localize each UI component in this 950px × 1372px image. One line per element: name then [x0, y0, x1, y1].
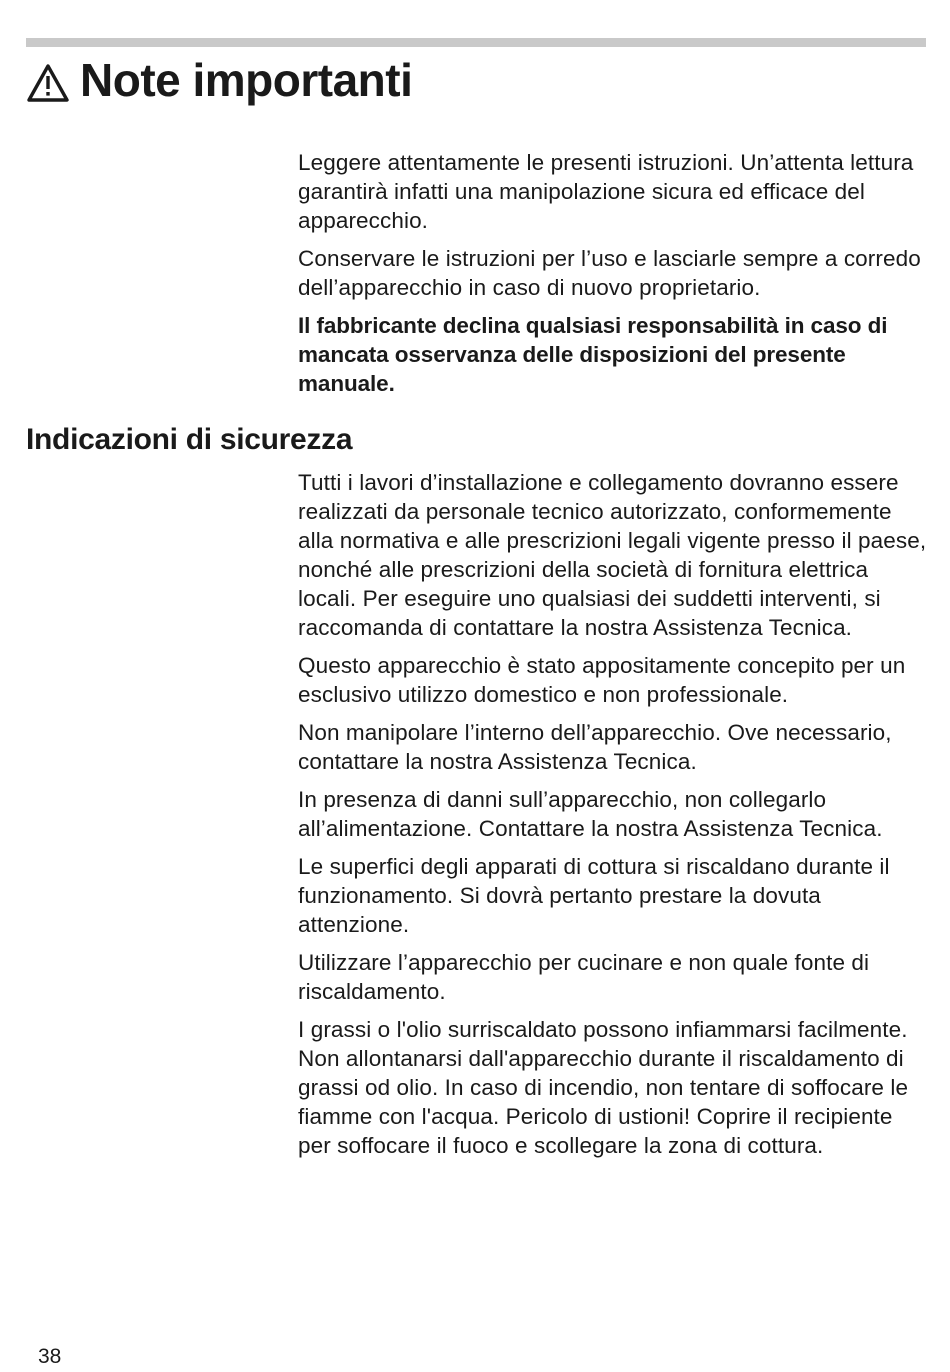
safety-paragraph: I grassi o l'olio surriscaldato possono infiammarsi facilmente. Non allontanarsi dall'apparecchio durante il riscaldamento di grassi od olio. In caso di incendio, non tentare di soffocare le fiamme con l'acqua. Pericolo di ustioni! Coprire il recipiente per soffocare il fuoco e scollegare la zona di cottura.	[298, 1017, 909, 1158]
page-header	[26, 50, 412, 110]
page-number: 38	[38, 1345, 62, 1368]
safety-paragraph: Tutti i lavori d’installazione e collegamento dovranno essere realizzati da personale tecnico autorizzato, conformemente alla normativa e alle prescrizioni legali vigente presso il paese, nonché alle prescrizioni della società di fornitura elettrica locali. Per eseguire uno qualsiasi dei suddetti interventi, si raccomanda di contattare la nostra Assistenza Tecnica.	[298, 470, 927, 640]
page-title: Note importanti	[80, 54, 413, 106]
safety-paragraph: Utilizzare l’apparecchio per cucinare e non quale fonte di riscaldamento.	[298, 950, 870, 1004]
safety-paragraph: Non manipolare l’interno dell’apparecchio. Ove necessario, contattare la nostra Assistenza Tecnica.	[298, 720, 892, 774]
safety-section	[298, 468, 928, 1169]
disclaimer-paragraph: Il fabbricante declina qualsiasi responsabilità in caso di mancata osservanza delle disposizioni del presente manuale.	[298, 313, 888, 396]
safety-paragraph: In presenza di danni sull’apparecchio, non collegarlo all’alimentazione. Contattare la nostra Assistenza Tecnica.	[298, 787, 883, 841]
intro-paragraph: Conservare le istruzioni per l’uso e lasciarle sempre a corredo dell’apparecchio in caso di nuovo proprietario.	[298, 246, 921, 300]
intro-section	[298, 148, 928, 407]
section-heading-safety: Indicazioni di sicurezza	[26, 423, 353, 456]
intro-paragraph: Leggere attentamente le presenti istruzioni. Un’attenta lettura garantirà infatti una manipolazione sicura ed efficace del apparecchio.	[298, 150, 914, 233]
safety-paragraph: Questo apparecchio è stato appositamente concepito per un esclusivo utilizzo domestico e non professionale.	[298, 653, 906, 707]
top-rule	[26, 38, 926, 47]
warning-triangle-icon	[26, 63, 70, 103]
safety-paragraph: Le superfici degli apparati di cottura si riscaldano durante il funzionamento. Si dovrà pertanto prestare la dovuta attenzione.	[298, 854, 890, 937]
